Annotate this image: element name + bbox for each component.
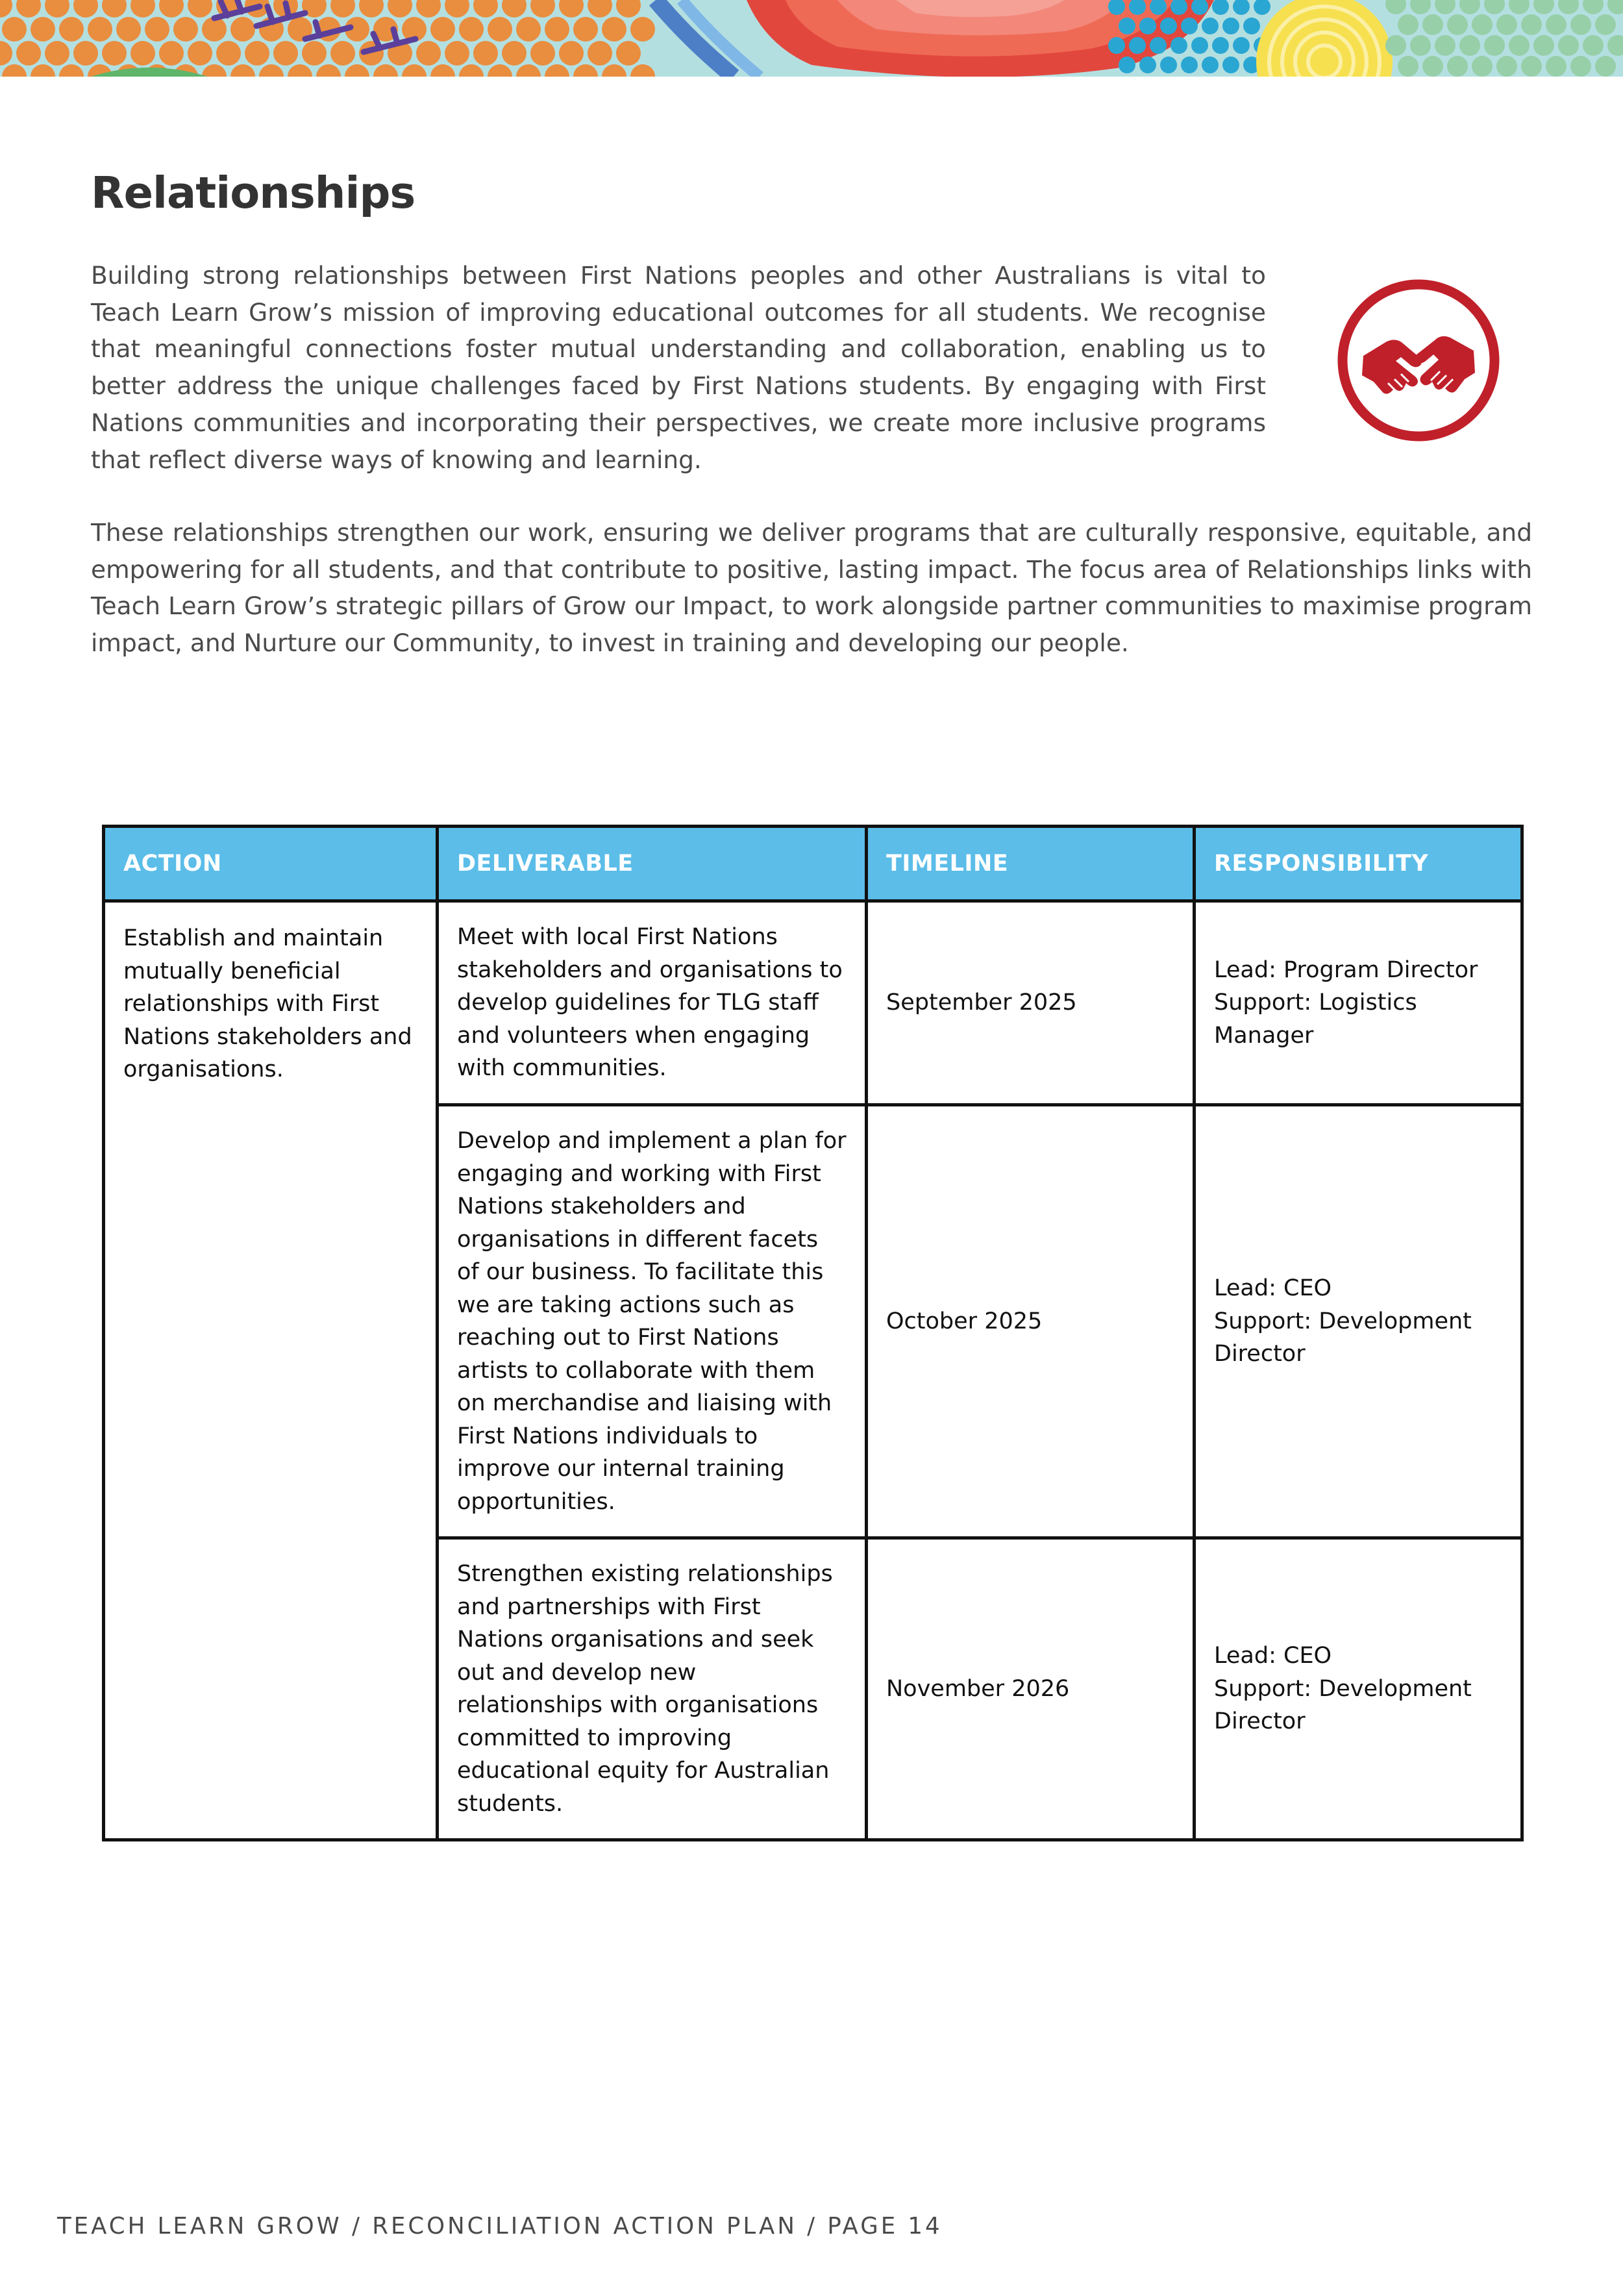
- header-timeline: TIMELINE: [867, 827, 1195, 901]
- deliverable-text: Meet with local First Nations stakeholders and organisations to develop guidelines for TLG staff and volunteers when engaging with communities.: [457, 924, 843, 1082]
- responsibility-cell: [1195, 1105, 1522, 1538]
- page-title: Relationships: [91, 168, 415, 218]
- responsibility-text: Lead: CEO Support: Development Director: [1214, 1275, 1472, 1367]
- responsibility-text: Lead: CEO Support: Development Director: [1214, 1643, 1472, 1735]
- action-table: [102, 825, 1524, 1841]
- deliverable-text: Develop and implement a plan for engaging and working with First Nations stakeholders and organisations in different facets of our business. To facilitate this we are taking actions such as reaching out to First Nations artists to collaborate with them on merchandise and liaising with First Nations individuals to improve our internal training opportunities.: [457, 1128, 847, 1515]
- intro-paragraph: Building strong relationships between First Nations peoples and other Australians is vital to Teach Learn Grow’s mission of improving educational outcomes for all students. We recognise that meaningful connections foster mutual understanding and collaboration, enabling us to better address the unique challenges faced by First Nations students. By engaging with First Nations communities and incorporating their perspectives, we create more inclusive programs that reflect diverse ways of knowing and learning.: [91, 261, 1266, 474]
- deliverable-cell: [438, 901, 867, 1105]
- page-footer: TEACH LEARN GROW / RECONCILIATION ACTION PLAN / PAGE 14: [57, 2213, 943, 2240]
- decorative-art-banner: [0, 0, 1623, 77]
- header-action: ACTION: [104, 827, 438, 901]
- table-row: [104, 901, 1522, 1105]
- handshake-icon: [1336, 278, 1501, 443]
- relationships-paragraph: These relationships strengthen our work, ensuring we deliver programs that are culturally responsive, equitable, and empowering for all students, and that contribute to positive, lasting impact. The focus area of Relationships links with Teach Learn Grow’s strategic pillars of Grow our Impact, to work alongside partner communities to maximise program impact, and Nurture our Community, to invest in training and developing our people.: [91, 518, 1532, 658]
- responsibility-text: Lead: Program Director Support: Logistics Manager: [1214, 956, 1478, 1049]
- deliverable-cell: [438, 1538, 867, 1840]
- timeline-text: November 2026: [886, 1675, 1070, 1702]
- timeline-cell: [867, 901, 1195, 1105]
- timeline-cell: [867, 1538, 1195, 1840]
- timeline-text: October 2025: [886, 1308, 1043, 1334]
- action-text: Establish and maintain mutually beneficial relationships with First Nations stakeholders and organisations.: [123, 925, 412, 1082]
- deliverable-text: Strengthen existing relationships and partnerships with First Nations organisations and seek out and develop new relationships with organisations committed to improving educational equity for Australian students.: [457, 1561, 833, 1817]
- deliverable-cell: [438, 1105, 867, 1538]
- header-deliverable: DELIVERABLE: [438, 827, 867, 901]
- responsibility-cell: [1195, 901, 1522, 1105]
- timeline-cell: [867, 1105, 1195, 1538]
- action-cell: [104, 901, 438, 1840]
- table-header-row: [104, 827, 1522, 901]
- header-responsibility: RESPONSIBILITY: [1195, 827, 1522, 901]
- responsibility-cell: [1195, 1538, 1522, 1840]
- timeline-text: September 2025: [886, 990, 1077, 1016]
